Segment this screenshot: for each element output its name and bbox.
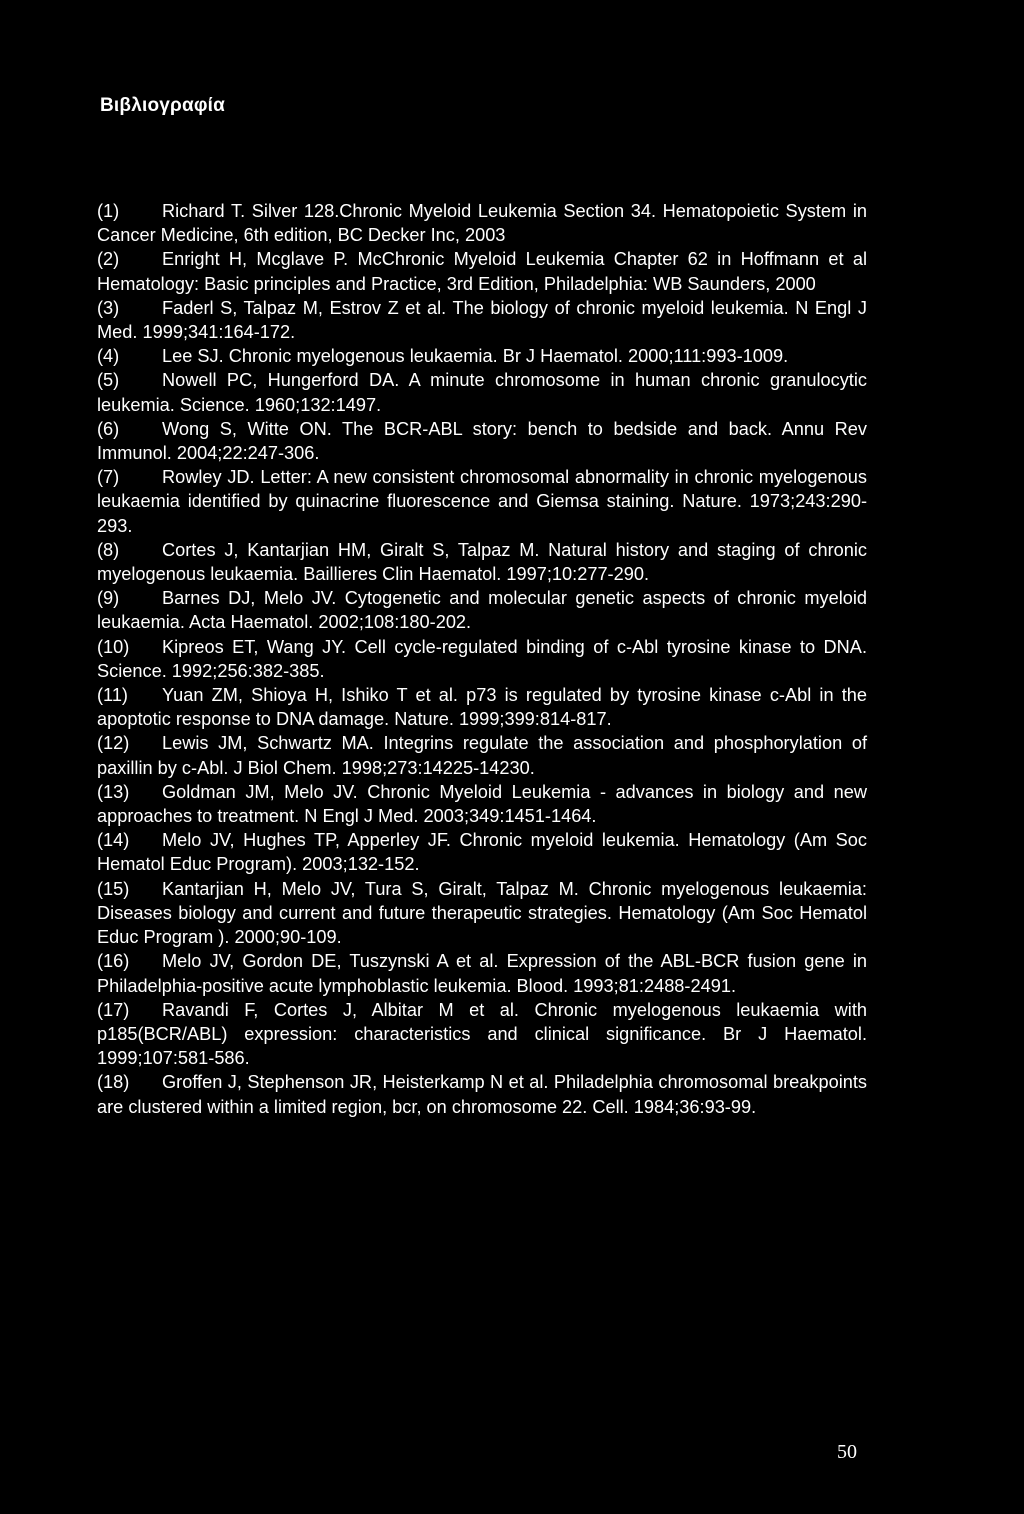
reference-number: (12): [97, 733, 130, 754]
reference-number: (6): [97, 418, 120, 439]
reference-number: (14): [97, 830, 130, 851]
reference-number: (13): [97, 781, 130, 802]
reference-text: Cortes J, Kantarjian HM, Giralt S, Talpaz M. Natural history and staging of chronic myelogenous leukaemia. Baillieres Clin Haematol. 1997;10:277-290.: [97, 539, 867, 585]
reference-item: [97, 417, 867, 465]
reference-text: Barnes DJ, Melo JV. Cytogenetic and molecular genetic aspects of chronic myeloid leukaemia. Acta Haematol. 2002;108:180-202.: [97, 588, 867, 633]
reference-number: (18): [97, 1072, 130, 1093]
reference-number: (17): [97, 999, 130, 1020]
reference-item: [97, 465, 867, 538]
reference-text: Ravandi F, Cortes J, Albitar M et al. Chronic myelogenous leukaemia with p185(BCR/ABL) expression: characteristics and clinical significance. Br J Haematol. 1999;107:581-586.: [97, 999, 867, 1069]
reference-number: (7): [97, 467, 120, 488]
reference-number: (4): [97, 346, 120, 367]
reference-text: Lewis JM, Schwartz MA. Integrins regulate the association and phosphorylation of paxillin by c-Abl. J Biol Chem. 1998;273:14225-14230.: [97, 733, 867, 778]
page-number: 50: [837, 1441, 857, 1463]
reference-number: (9): [97, 588, 120, 609]
reference-item: [97, 586, 867, 634]
reference-item: [97, 247, 867, 295]
reference-text: Richard T. Silver 128.Chronic Myeloid Leukemia Section 34. Hematopoietic System in Cancer Medicine, 6th edition, BC Decker Inc, 2003: [97, 201, 867, 246]
reference-item: [97, 683, 867, 731]
reference-item: [97, 877, 867, 950]
reference-number: (1): [97, 201, 120, 221]
reference-item: [97, 296, 867, 344]
reference-number: (10): [97, 636, 130, 657]
reference-item: [97, 344, 867, 368]
reference-text: Lee SJ. Chronic myelogenous leukaemia. Br J Haematol. 2000;111:993-1009.: [162, 346, 789, 367]
reference-number: (11): [97, 685, 128, 706]
reference-text: Kipreos ET, Wang JY. Cell cycle-regulated binding of c-Abl tyrosine kinase to DNA. Science. 1992;256:382-385.: [97, 636, 867, 681]
reference-item: [97, 635, 867, 683]
reference-number: (3): [97, 297, 120, 318]
reference-item: [97, 780, 867, 828]
reference-item: [97, 731, 867, 779]
reference-item: [97, 538, 867, 586]
reference-item: [97, 368, 867, 416]
reference-text: Groffen J, Stephenson JR, Heisterkamp N et al. Philadelphia chromosomal breakpoints are clustered within a limited region, bcr, on chromosome 22. Cell. 1984;36:93-99.: [97, 1072, 867, 1117]
reference-text: Wong S, Witte ON. The BCR-ABL story: bench to bedside and back. Annu Rev Immunol. 2004;22:247-306.: [97, 418, 867, 464]
reference-item: [97, 949, 867, 997]
reference-text: Yuan ZM, Shioya H, Ishiko T et al. p73 is regulated by tyrosine kinase c-Abl in the apoptotic response to DNA damage. Nature. 1999;399:814-817.: [97, 685, 867, 730]
reference-text: Faderl S, Talpaz M, Estrov Z et al. The biology of chronic myeloid leukemia. N Engl J Med. 1999;341:164-172.: [97, 297, 867, 343]
reference-text: Melo JV, Gordon DE, Tuszynski A et al. Expression of the ABL-BCR fusion gene in Philadelphia-positive acute lymphoblastic leukemia. Blood. 1993;81:2488-2491.: [97, 951, 867, 996]
reference-item: [97, 998, 867, 1071]
reference-text: Nowell PC, Hungerford DA. A minute chromosome in human chronic granulocytic leukemia. Science. 1960;132:1497.: [97, 370, 867, 415]
reference-text: Rowley JD. Letter: A new consistent chromosomal abnormality in chronic myelogenous leukaemia identified by quinacrine fluorescence and Giemsa staining. Nature. 1973;243:290-293.: [97, 467, 867, 536]
reference-text: Kantarjian H, Melo JV, Tura S, Giralt, Talpaz M. Chronic myelogenous leukaemia: Diseases biology and current and future therapeutic strategies. Hematology (Am Soc Hematol Educ Program ). 2000;90-109.: [97, 878, 867, 948]
reference-number: (8): [97, 539, 120, 560]
reference-item: [97, 1070, 867, 1118]
reference-item: [97, 199, 867, 247]
reference-list: [97, 199, 867, 1119]
reference-number: (16): [97, 951, 130, 972]
reference-text: Enright H, Mcglave P. McChronic Myeloid Leukemia Chapter 62 in Hoffmann et al Hematology: Basic principles and Practice, 3rd Edition, Philadelphia: WB Saunders, 2000: [97, 249, 867, 294]
page-heading: Βιβλιογραφία: [100, 95, 226, 116]
reference-number: (5): [97, 370, 120, 391]
reference-text: Melo JV, Hughes TP, Apperley JF. Chronic myeloid leukemia. Hematology (Am Soc Hematol Educ Program). 2003;132-152.: [97, 830, 867, 875]
reference-item: [97, 828, 867, 876]
reference-number: (15): [97, 878, 130, 899]
reference-text: Goldman JM, Melo JV. Chronic Myeloid Leukemia - advances in biology and new approaches to treatment. N Engl J Med. 2003;349:1451-1464.: [97, 781, 867, 827]
reference-number: (2): [97, 249, 120, 270]
